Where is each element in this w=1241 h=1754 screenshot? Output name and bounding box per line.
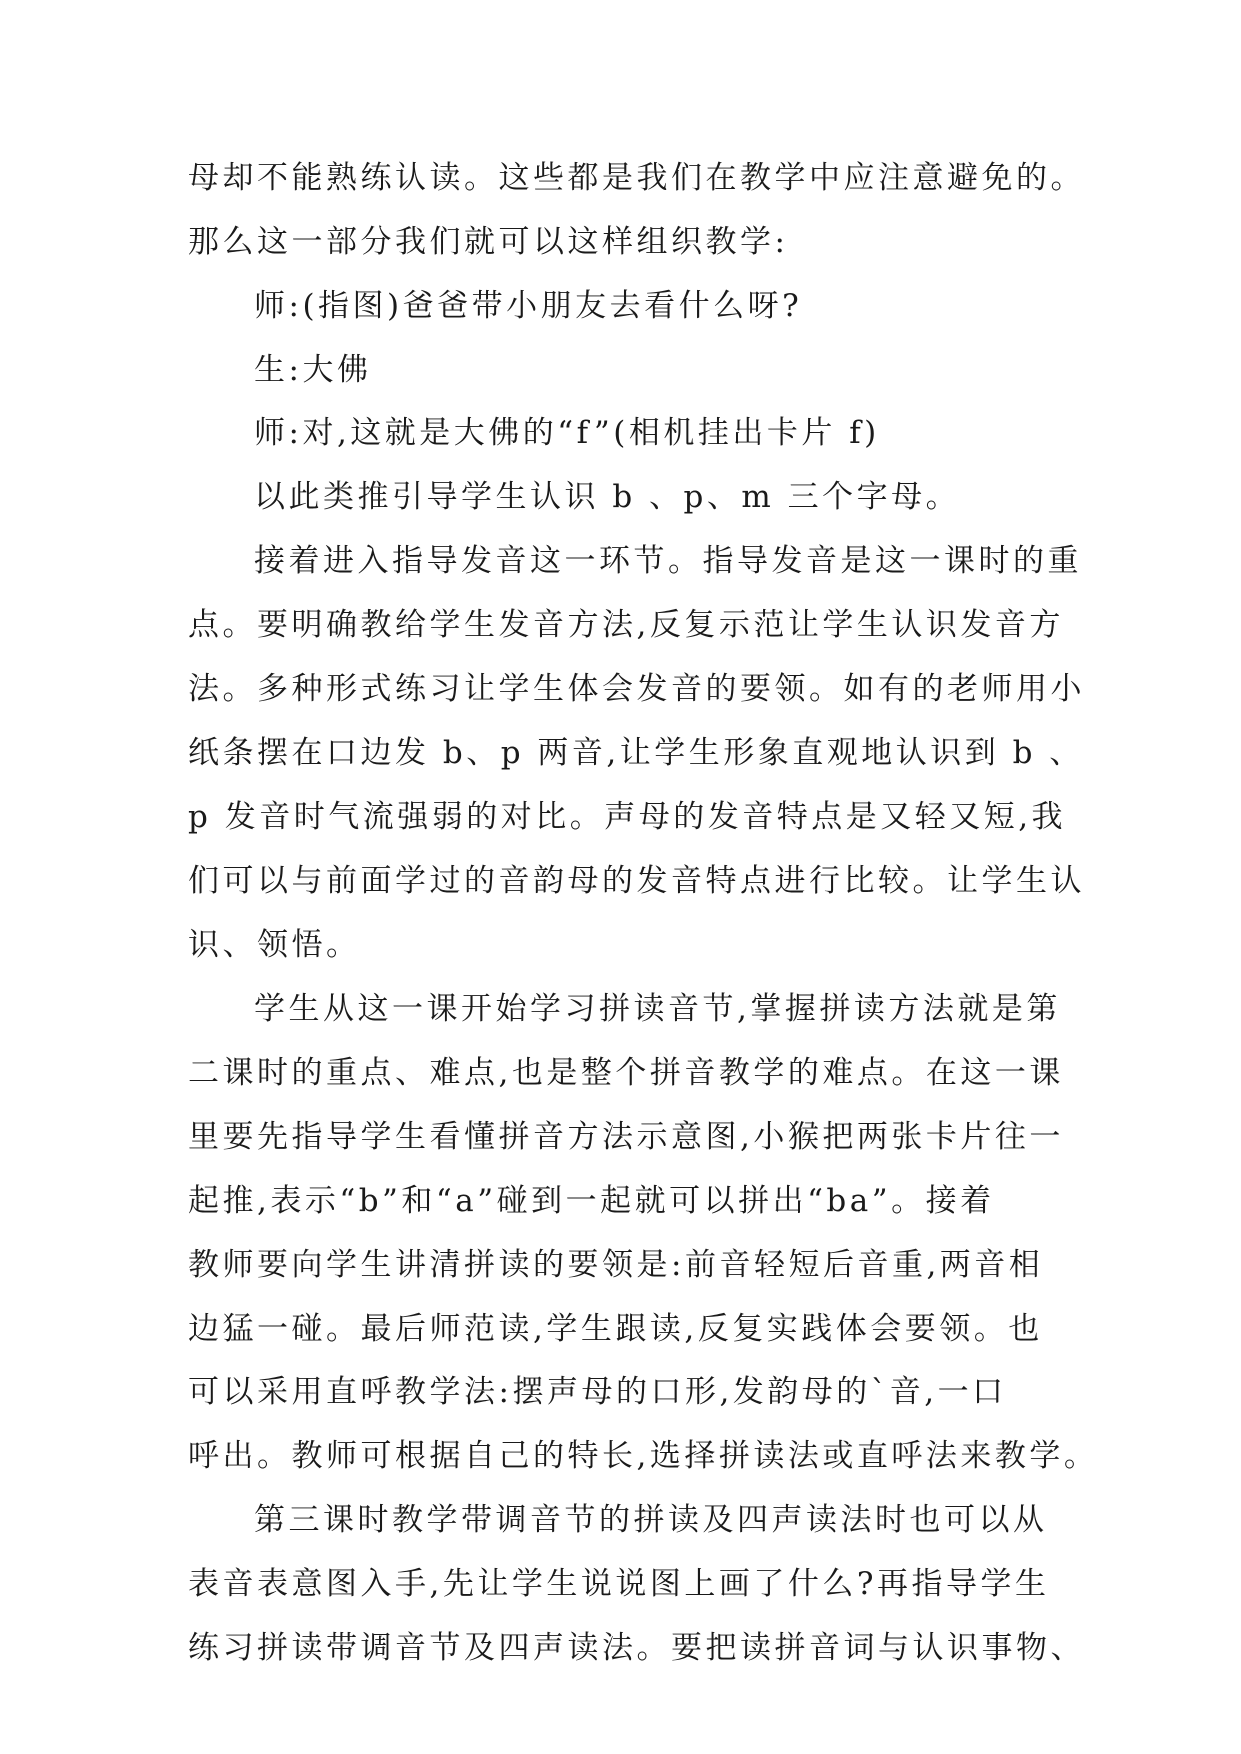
paragraph-first-line: 学生从这一课开始学习拼读音节,掌握拼读方法就是第 — [254, 991, 1061, 1027]
text-line: p 发音时气流强弱的对比。声母的发音特点是又轻又短,我 — [188, 799, 1067, 835]
text-line: 教师要向学生讲清拼读的要领是:前音轻短后音重,两音相 — [188, 1247, 1044, 1283]
text-line: 起推,表示“b”和“a”碰到一起就可以拼出“ba”。接着 — [188, 1183, 995, 1219]
text-line: 法。多种形式练习让学生体会发音的要领。如有的老师用小 — [188, 671, 1085, 707]
text-line: 表音表意图入手,先让学生说说图上画了什么?再指导学生 — [188, 1566, 1050, 1602]
text-line: 里要先指导学生看懂拼音方法示意图,小猴把两张卡片往一 — [188, 1119, 1064, 1155]
paragraph-first-line: 接着进入指导发音这一环节。指导发音是这一课时的重 — [254, 543, 1082, 579]
text-line: 二课时的重点、难点,也是整个拼音教学的难点。在这一课 — [188, 1055, 1064, 1091]
text-line: 可以采用直呼教学法:摆声母的口形,发韵母的`音,一口 — [188, 1374, 1007, 1410]
text-line: 练习拼读带调音节及四声读法。要把读拼音词与认识事物、 — [188, 1630, 1085, 1666]
text-line: 那么这一部分我们就可以这样组织教学: — [188, 224, 789, 260]
text-line: 边猛一碰。最后师范读,学生跟读,反复实践体会要领。也 — [188, 1311, 1043, 1347]
dialogue-line: 师:(指图)爸爸带小朋友去看什么呀? — [254, 288, 803, 324]
text-line: 呼出。教师可根据自己的特长,选择拼读法或直呼法来教学。 — [188, 1438, 1099, 1474]
text-line: 们可以与前面学过的音韵母的发音特点进行比较。让学生认 — [188, 863, 1085, 899]
text-line: 以此类推引导学生认识 b 、p、m 三个字母。 — [254, 479, 961, 515]
text-line: 纸条摆在口边发 b、p 两音,让学生形象直观地认识到 b 、 — [188, 735, 1084, 771]
dialogue-line: 生:大佛 — [254, 352, 372, 388]
text-line: 母却不能熟练认读。这些都是我们在教学中应注意避免的。 — [188, 160, 1085, 196]
dialogue-line: 师:对,这就是大佛的“f”(相机挂出卡片 f) — [254, 415, 880, 451]
paragraph-first-line: 第三课时教学带调音节的拼读及四声读法时也可以从 — [254, 1502, 1048, 1538]
text-line: 识、领悟。 — [188, 927, 361, 963]
text-line: 点。要明确教给学生发音方法,反复示范让学生认识发音方 — [188, 607, 1064, 643]
